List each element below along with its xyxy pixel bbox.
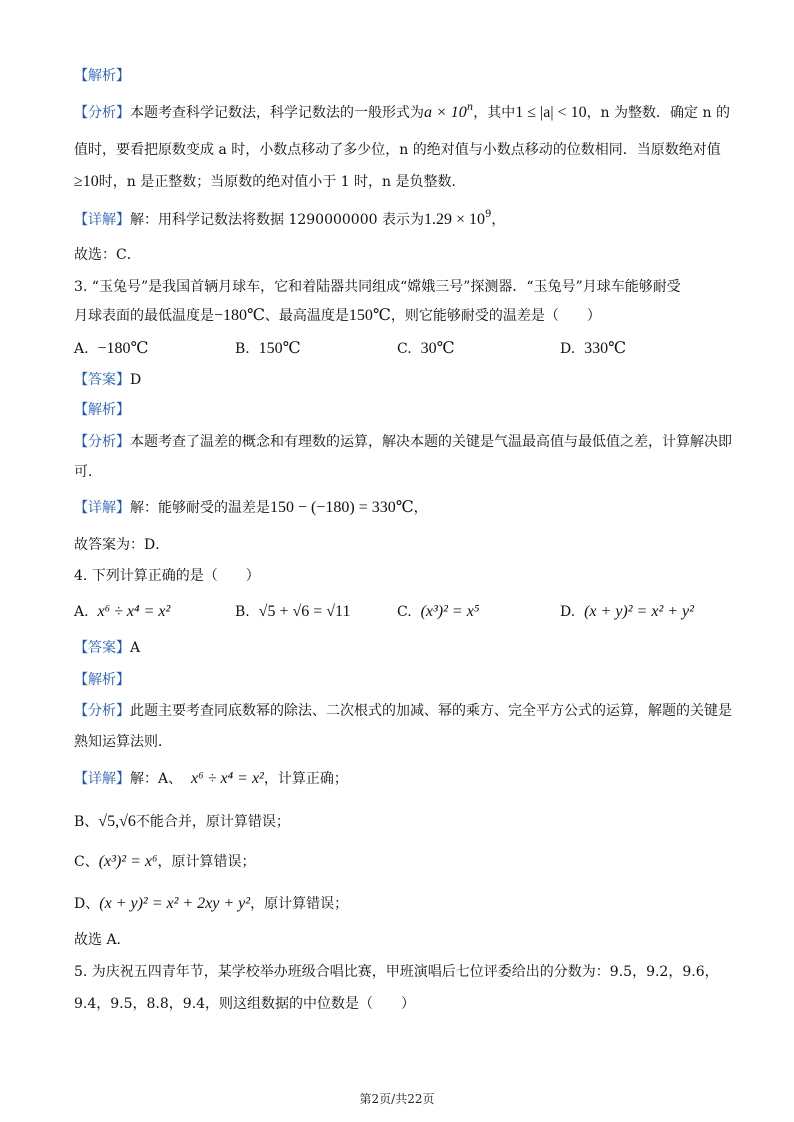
option-value: 330℃ bbox=[584, 340, 626, 357]
detail-paragraph-line bbox=[74, 812, 290, 832]
question-text: 、最高温度是 bbox=[264, 308, 349, 324]
section-tag-analysis: 【解析】 bbox=[74, 68, 130, 84]
detail-paragraph-line bbox=[74, 894, 348, 914]
option-value: −180℃ bbox=[97, 340, 149, 357]
detail-text: ，计算正确； bbox=[263, 771, 348, 787]
detail-paragraph-line bbox=[74, 852, 256, 872]
formula-exponent: n bbox=[466, 102, 474, 113]
detail-text: ，原计算错误； bbox=[157, 854, 256, 870]
formula-ge-ten: ≥10 bbox=[74, 173, 99, 190]
option-value: 150℃ bbox=[258, 340, 301, 357]
answer-line bbox=[74, 370, 141, 390]
detail-text: 解：A、 bbox=[130, 771, 183, 787]
option-d bbox=[560, 339, 626, 359]
detail-label: 【详解】 bbox=[74, 500, 130, 516]
analysis-text: 时，n 是正整数；当原数的绝对值小于 1 时，n 是负整数． bbox=[98, 174, 466, 190]
analysis-text: 熟知运算法则． bbox=[74, 734, 172, 750]
question-5-stem: 9.4，9.5，8.8，9.4，则这组数据的中位数是（ ） bbox=[74, 996, 416, 1012]
option-key: B. bbox=[235, 341, 250, 357]
formula-option-c: (x³)² = x⁶ bbox=[98, 853, 158, 870]
conclusion-text: 故选 A． bbox=[74, 932, 131, 948]
formula-option-d: (x + y)² = x² + 2xy + y² bbox=[99, 895, 251, 912]
detail-label: 【详解】 bbox=[74, 212, 130, 228]
analysis-paragraph-line bbox=[74, 432, 732, 452]
analysis-text: 此题主要考查同底数幂的除法、二次根式的加减、幂的乘方、完全平方公式的运算，解题的关键是 bbox=[130, 703, 732, 719]
option-key: B. bbox=[235, 604, 250, 620]
question-5-stem: 5. 为庆祝五四青年节，某学校举办班级合唱比赛，甲班演唱后七位评委给出的分数为：9.5，9.2，9.6， bbox=[74, 964, 719, 980]
section-tag-analysis: 【解析】 bbox=[74, 402, 130, 418]
analysis-text: 本题考查了温差的概念和有理数的运算，解决本题的关键是气温最高值与最低值之差，计算解决即 bbox=[130, 434, 732, 450]
option-key: C. bbox=[397, 604, 412, 620]
option-a bbox=[74, 602, 170, 622]
analysis-text: 值时，要看把原数变成 a 时，小数点移动了多少位，n 的绝对值与小数点移动的位数相同．当原数绝对值 bbox=[74, 142, 721, 158]
detail-text: 不能合并，原计算错误； bbox=[135, 814, 290, 830]
detail-text: 解：能够耐受的温差是 bbox=[130, 500, 270, 516]
formula-scientific: a × 10 bbox=[424, 104, 467, 121]
detail-text: 解：用科学记数法将数据 1290000000 表示为 bbox=[130, 212, 424, 228]
option-value: (x + y)² = x² + y² bbox=[584, 603, 694, 620]
detail-text: ， bbox=[413, 500, 428, 516]
answer-label: 【答案】 bbox=[74, 640, 130, 656]
formula-temp-diff: 150 − (−180) = 330℃ bbox=[270, 499, 414, 516]
analysis-paragraph-line bbox=[74, 701, 732, 721]
analysis-label: 【分析】 bbox=[74, 105, 130, 121]
detail-key: D、 bbox=[74, 896, 100, 912]
option-value: (x³)² = x⁵ bbox=[420, 603, 480, 620]
detail-paragraph-line bbox=[74, 498, 428, 518]
option-key: D. bbox=[560, 341, 576, 357]
option-value: 30℃ bbox=[420, 340, 455, 357]
formula-temp-high: 150℃ bbox=[348, 307, 391, 324]
question-text: 月球表面的最低温度是 bbox=[74, 308, 214, 324]
detail-paragraph-line bbox=[74, 210, 505, 230]
analysis-text: 可． bbox=[74, 464, 102, 480]
conclusion-text: 故选：C． bbox=[74, 247, 141, 263]
page-number: 第2页/共22页 bbox=[359, 1092, 435, 1106]
detail-text: ，原计算错误； bbox=[250, 896, 349, 912]
analysis-text: 本题考查科学记数法，科学记数法的一般形式为 bbox=[130, 105, 424, 121]
option-key: A. bbox=[74, 341, 89, 357]
option-key: A. bbox=[74, 604, 89, 620]
formula-result: 1.29 × 10 bbox=[423, 211, 486, 228]
option-b bbox=[235, 339, 301, 359]
analysis-text: ，其中 bbox=[473, 105, 516, 121]
formula-option-b: √5,√6 bbox=[98, 813, 136, 830]
section-tag-analysis: 【解析】 bbox=[74, 672, 130, 688]
answer-value: A bbox=[130, 640, 141, 656]
option-value: x⁶ ÷ x⁴ = x² bbox=[97, 603, 171, 620]
answer-label: 【答案】 bbox=[74, 372, 130, 388]
question-3-stem bbox=[74, 306, 601, 326]
answer-line bbox=[74, 638, 140, 658]
detail-paragraph-line bbox=[74, 769, 348, 789]
option-d bbox=[560, 602, 694, 622]
option-b bbox=[235, 602, 350, 622]
question-4-stem: 4. 下列计算正确的是（ ） bbox=[74, 568, 260, 584]
detail-label: 【详解】 bbox=[74, 771, 130, 787]
option-key: C. bbox=[397, 341, 412, 357]
analysis-text: ，n 为整数．确定 n 的 bbox=[586, 105, 730, 121]
detail-key: C、 bbox=[74, 854, 99, 870]
answer-value: D bbox=[130, 372, 142, 388]
option-a bbox=[74, 339, 148, 359]
option-c bbox=[397, 339, 454, 359]
formula-option-a: x⁶ ÷ x⁴ = x² bbox=[191, 770, 264, 787]
formula-exponent: 9 bbox=[485, 209, 492, 220]
analysis-paragraph-line bbox=[74, 172, 466, 192]
analysis-label: 【分析】 bbox=[74, 434, 130, 450]
detail-key: B、 bbox=[74, 814, 99, 830]
conclusion-text: 故答案为：D． bbox=[74, 537, 170, 553]
question-3-stem: 3. “玉兔号”是我国首辆月球车，它和着陆器共同组成“嫦娥三号”探测器．“玉兔号”月球车能够耐受 bbox=[74, 279, 681, 295]
option-key: D. bbox=[560, 604, 576, 620]
analysis-paragraph-line bbox=[74, 103, 730, 123]
formula-range: 1 ≤ |a| < 10 bbox=[515, 104, 587, 121]
question-text: ，则它能够耐受的温差是（ ） bbox=[390, 308, 601, 324]
option-c bbox=[397, 602, 479, 622]
analysis-label: 【分析】 bbox=[74, 703, 130, 719]
formula-temp-low: −180℃ bbox=[214, 307, 265, 324]
detail-text: ， bbox=[491, 212, 506, 228]
option-value: √5 + √6 = √11 bbox=[258, 603, 351, 620]
